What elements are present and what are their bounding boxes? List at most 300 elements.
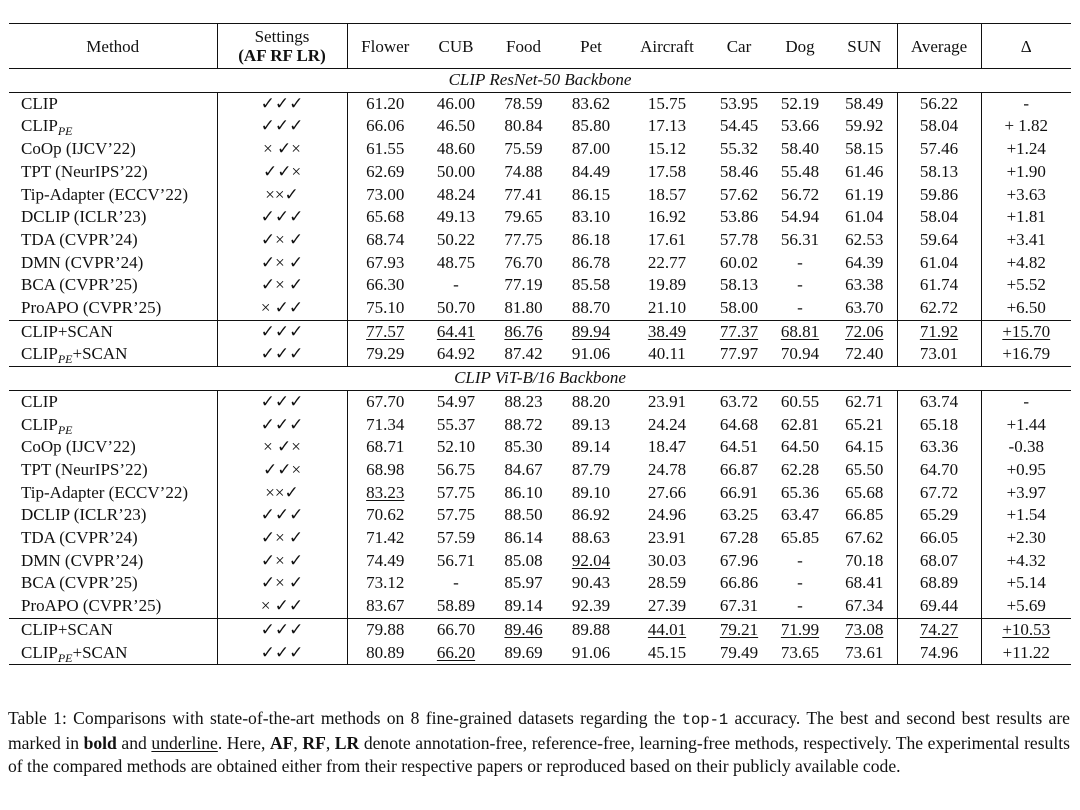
value-cell: 79.88 <box>347 618 423 641</box>
value-cell: 73.00 <box>366 184 405 204</box>
value-cell: 64.50 <box>780 437 820 457</box>
value-cell: 73.12 <box>366 573 405 593</box>
value-cell: 48.60 <box>436 139 476 159</box>
value-cell: 57.62 <box>719 184 759 204</box>
value-cell: 66.30 <box>366 275 405 295</box>
method-name: DMN (CVPR’24) <box>21 252 144 272</box>
value-cell: 86.18 <box>571 229 611 249</box>
caption-top1: top-1 <box>681 710 729 729</box>
value-cell: 85.80 <box>571 116 611 136</box>
value-cell: 58.89 <box>436 596 476 616</box>
settings-cell: × ✓✓ <box>217 297 347 320</box>
header-flower: Flower <box>361 36 410 56</box>
delta-cell: +5.52 <box>1006 275 1046 295</box>
value-cell: 55.48 <box>780 161 820 181</box>
value-cell: 63.25 <box>719 505 759 525</box>
value-cell: 83.62 <box>571 93 611 113</box>
method-cell <box>9 138 217 161</box>
value-cell: 46.50 <box>436 116 476 136</box>
value-cell: 77.75 <box>504 229 543 249</box>
value-cell: 77.37 <box>710 320 768 343</box>
value-cell: 92.04 <box>571 550 611 570</box>
value-cell: 52.10 <box>436 437 476 457</box>
value-cell: 56.71 <box>436 550 476 570</box>
delta-cell: +0.95 <box>1006 459 1046 479</box>
value-cell: 75.10 <box>366 298 405 318</box>
delta-cell: +1.81 <box>1006 207 1046 227</box>
value-cell: 85.58 <box>571 275 611 295</box>
method-subscript: PE <box>57 650 73 665</box>
value-cell: 89.14 <box>571 437 611 457</box>
value-cell: 91.06 <box>571 344 611 364</box>
value-cell: - <box>797 550 803 570</box>
table-row <box>9 252 1071 275</box>
header-dog: Dog <box>785 36 815 56</box>
value-cell: 89.94 <box>558 320 624 343</box>
value-cell: 61.19 <box>832 184 897 207</box>
value-cell: 83.23 <box>366 482 405 502</box>
value-cell: 53.95 <box>719 93 759 113</box>
value-cell: 15.75 <box>647 93 687 113</box>
settings-cell: ✓✓× <box>217 161 347 184</box>
settings-cell: ✓✓✓ <box>217 504 347 527</box>
table-row <box>9 138 1071 161</box>
method-cell <box>9 297 217 320</box>
value-cell: 61.04 <box>832 206 897 229</box>
value-cell: 55.37 <box>436 414 476 434</box>
average-cell: 67.72 <box>897 482 981 505</box>
value-cell: 65.36 <box>780 482 820 502</box>
method-cell <box>9 618 217 641</box>
average-cell: 56.22 <box>897 92 981 115</box>
method-name: CoOp (IJCV’22) <box>21 139 136 159</box>
value-cell: 66.70 <box>423 618 489 641</box>
table-row <box>9 550 1071 573</box>
delta-cell: +5.14 <box>1006 573 1046 593</box>
value-cell: 89.13 <box>571 414 611 434</box>
value-cell: 63.70 <box>832 297 897 320</box>
value-cell: 17.58 <box>647 161 687 181</box>
average-cell: 66.05 <box>897 527 981 550</box>
method-suffix: +SCAN <box>72 344 128 364</box>
value-cell: 67.31 <box>719 596 759 616</box>
average-cell: 62.72 <box>897 297 981 320</box>
value-cell: 58.15 <box>832 138 897 161</box>
value-cell: 22.77 <box>647 252 687 272</box>
value-cell: 76.70 <box>504 252 543 272</box>
average-cell: 68.07 <box>897 550 981 573</box>
value-cell: 86.15 <box>571 184 611 204</box>
value-cell: 57.59 <box>436 528 476 548</box>
header-settings-title: Settings <box>254 27 310 46</box>
table-row <box>9 527 1071 550</box>
value-cell: 65.68 <box>832 482 897 505</box>
value-cell: 30.03 <box>647 550 687 570</box>
value-cell: 50.00 <box>436 161 476 181</box>
value-cell: 67.28 <box>719 528 759 548</box>
header-car: Car <box>726 36 752 56</box>
value-cell: 57.75 <box>436 505 476 525</box>
delta-cell: +3.97 <box>1006 482 1046 502</box>
table-row <box>9 595 1071 618</box>
value-cell: 52.19 <box>780 93 820 113</box>
value-cell: 66.87 <box>719 459 759 479</box>
method-subscript: PE <box>57 352 73 367</box>
value-cell: 79.29 <box>366 344 405 364</box>
settings-cell: ✓✓✓ <box>217 92 347 115</box>
value-cell: 85.08 <box>504 550 543 570</box>
value-cell: 54.45 <box>719 116 759 136</box>
value-cell: 24.78 <box>647 459 687 479</box>
value-cell: 77.97 <box>719 344 759 364</box>
value-cell: 58.40 <box>780 139 820 159</box>
settings-cell: ✓✓✓ <box>217 206 347 229</box>
settings-cell: ✓× ✓ <box>217 550 347 573</box>
settings-cell: ✓✓✓ <box>217 320 347 343</box>
value-cell: 62.71 <box>832 390 897 413</box>
value-cell: 60.02 <box>719 252 759 272</box>
settings-cell: ✓× ✓ <box>217 274 347 297</box>
header-cub: CUB <box>438 36 474 56</box>
value-cell: 65.21 <box>832 414 897 437</box>
value-cell: 84.67 <box>504 459 543 479</box>
method-name: ProAPO (CVPR’25) <box>21 596 162 616</box>
value-cell: 21.10 <box>647 298 687 318</box>
method-cell <box>9 229 217 252</box>
value-cell: 68.98 <box>366 459 405 479</box>
value-cell: 64.15 <box>832 436 897 459</box>
value-cell: 38.49 <box>624 320 710 343</box>
header-settings-abbrev: (AF RF LR) <box>238 46 326 65</box>
settings-cell: ✓× ✓ <box>217 527 347 550</box>
value-cell: - <box>797 298 803 318</box>
value-cell: 65.68 <box>366 207 405 227</box>
value-cell: 77.19 <box>504 275 543 295</box>
method-cell <box>9 274 217 297</box>
method-cell <box>9 252 217 275</box>
table-row <box>9 459 1071 482</box>
value-cell: 84.49 <box>571 161 611 181</box>
average-cell: 59.86 <box>897 184 981 207</box>
value-cell: 68.41 <box>832 572 897 595</box>
value-cell: 70.94 <box>780 344 820 364</box>
value-cell: 58.00 <box>719 298 759 318</box>
value-cell: 77.41 <box>504 184 543 204</box>
value-cell: 61.46 <box>832 161 897 184</box>
value-cell: - <box>797 596 803 616</box>
header-delta: Δ <box>1020 36 1032 56</box>
table-row <box>9 297 1071 320</box>
delta-cell: +5.69 <box>1006 596 1046 616</box>
method-name: Tip-Adapter (ECCV’22) <box>21 482 188 502</box>
average-cell: 61.04 <box>897 252 981 275</box>
settings-cell: ××✓ <box>217 482 347 505</box>
value-cell: 71.99 <box>768 618 832 641</box>
value-cell: 46.00 <box>436 93 476 113</box>
method-cell <box>9 184 217 207</box>
delta-cell: +6.50 <box>1006 298 1046 318</box>
value-cell: 44.01 <box>624 618 710 641</box>
value-cell: 64.41 <box>423 320 489 343</box>
method-name: CLIP <box>21 344 58 364</box>
value-cell: 87.42 <box>504 344 543 364</box>
value-cell: 58.46 <box>719 161 759 181</box>
method-cell <box>9 482 217 505</box>
method-name: CLIP <box>21 93 58 113</box>
value-cell: 73.08 <box>832 618 897 641</box>
method-name: DCLIP (ICLR’23) <box>21 207 147 227</box>
value-cell: 67.93 <box>366 252 405 272</box>
value-cell: 63.38 <box>832 274 897 297</box>
table-row <box>9 572 1071 595</box>
method-name: DCLIP (ICLR’23) <box>21 505 147 525</box>
table-row <box>9 92 1071 115</box>
value-cell: 62.53 <box>832 229 897 252</box>
value-cell: 68.81 <box>768 320 832 343</box>
value-cell: 79.65 <box>504 207 543 227</box>
value-cell: 53.66 <box>780 116 820 136</box>
settings-cell: ✓✓✓ <box>217 343 347 366</box>
value-cell: 88.50 <box>504 505 543 525</box>
delta-cell: +15.70 <box>981 320 1071 343</box>
value-cell: 64.92 <box>436 344 476 364</box>
average-cell: 68.89 <box>897 572 981 595</box>
value-cell: 66.85 <box>832 504 897 527</box>
settings-cell: × ✓× <box>217 436 347 459</box>
header-average: Average <box>897 24 981 69</box>
value-cell: 58.49 <box>832 92 897 115</box>
value-cell: 48.75 <box>436 252 476 272</box>
value-cell: 89.88 <box>558 618 624 641</box>
value-cell: 70.62 <box>366 505 405 525</box>
value-cell: 16.92 <box>647 207 687 227</box>
table-header <box>9 24 1071 69</box>
value-cell: 87.00 <box>571 139 611 159</box>
value-cell: 70.18 <box>832 550 897 573</box>
delta-cell: - <box>1023 391 1030 411</box>
value-cell: - <box>797 252 803 272</box>
value-cell: 19.89 <box>647 275 687 295</box>
value-cell: 86.92 <box>571 505 611 525</box>
table-row <box>9 229 1071 252</box>
value-cell: 73.65 <box>768 642 832 665</box>
table-row <box>9 274 1071 297</box>
method-cell <box>9 320 217 343</box>
value-cell: 23.91 <box>647 391 687 411</box>
value-cell: 88.63 <box>571 528 611 548</box>
value-cell: 72.06 <box>832 320 897 343</box>
settings-cell: ✓× ✓ <box>217 252 347 275</box>
table-row <box>9 184 1071 207</box>
value-cell: 80.89 <box>347 642 423 665</box>
average-cell: 69.44 <box>897 595 981 618</box>
value-cell: 71.42 <box>366 528 405 548</box>
method-name: TDA (CVPR’24) <box>21 229 138 249</box>
value-cell: 53.86 <box>719 207 759 227</box>
table-row <box>9 206 1071 229</box>
value-cell: 89.14 <box>504 596 543 616</box>
value-cell: 60.55 <box>780 391 820 411</box>
table-row <box>9 115 1071 138</box>
settings-cell: ✓✓✓ <box>217 115 347 138</box>
section-header-row <box>9 69 1071 93</box>
method-cell <box>9 206 217 229</box>
average-cell: 73.01 <box>897 343 981 366</box>
value-cell: 65.50 <box>832 459 897 482</box>
value-cell: 89.10 <box>571 482 611 502</box>
caption-text-4: . Here, <box>217 732 270 753</box>
value-cell: 86.14 <box>504 528 543 548</box>
method-cell <box>9 436 217 459</box>
settings-cell: ✓✓✓ <box>217 642 347 665</box>
value-cell: 65.85 <box>780 528 820 548</box>
delta-cell: +3.63 <box>1006 184 1046 204</box>
value-cell: 50.22 <box>436 229 476 249</box>
method-name: CLIP <box>21 642 58 662</box>
method-cell <box>9 459 217 482</box>
settings-cell: ✓✓✓ <box>217 618 347 641</box>
value-cell: 45.15 <box>624 642 710 665</box>
value-cell: 88.20 <box>571 391 611 411</box>
delta-cell: -0.38 <box>1008 437 1044 457</box>
settings-cell: ✓× ✓ <box>217 572 347 595</box>
value-cell: 56.75 <box>436 459 476 479</box>
table-row <box>9 414 1071 437</box>
method-cell <box>9 642 217 665</box>
average-cell: 74.96 <box>897 642 981 665</box>
method-subscript: PE <box>57 422 73 437</box>
method-name: Tip-Adapter (ECCV’22) <box>21 184 188 204</box>
method-name: TDA (CVPR’24) <box>21 528 138 548</box>
value-cell: 67.70 <box>366 391 405 411</box>
average-cell: 64.70 <box>897 459 981 482</box>
caption-text-1: Table 1: Comparisons with state-of-the-art methods on 8 fine-grained datasets regarding the <box>8 707 682 728</box>
delta-cell: - <box>1023 93 1030 113</box>
value-cell: 48.24 <box>436 184 476 204</box>
delta-cell: +4.82 <box>1006 252 1046 272</box>
value-cell: 67.96 <box>719 550 759 570</box>
value-cell: - <box>797 275 803 295</box>
value-cell: 81.80 <box>504 298 543 318</box>
value-cell: 28.59 <box>647 573 687 593</box>
value-cell: 91.06 <box>558 642 624 665</box>
method-cell <box>9 572 217 595</box>
method-name: TPT (NeurIPS’22) <box>21 161 148 181</box>
method-name: CLIP <box>21 414 58 434</box>
caption-lr: LR <box>334 732 360 753</box>
caption-text-2: accuracy. The best and second best results are marked in <box>8 707 1070 753</box>
header-pet: Pet <box>580 36 602 56</box>
value-cell: 77.57 <box>347 320 423 343</box>
method-cell <box>9 527 217 550</box>
comparison-table <box>9 23 1071 665</box>
average-cell: 57.46 <box>897 138 981 161</box>
average-cell: 65.18 <box>897 414 981 437</box>
caption-bold-word: bold <box>83 732 117 753</box>
method-name: DMN (CVPR’24) <box>21 550 144 570</box>
value-cell: 55.32 <box>719 139 759 159</box>
header-method: Method <box>9 24 217 69</box>
table-row <box>9 618 1071 641</box>
value-cell: 24.96 <box>647 505 687 525</box>
value-cell: - <box>453 573 459 593</box>
caption-af: AF <box>269 732 294 753</box>
value-cell: 73.61 <box>832 642 897 665</box>
delta-cell: +2.30 <box>1006 528 1046 548</box>
method-cell <box>9 595 217 618</box>
value-cell: 88.72 <box>504 414 543 434</box>
average-cell: 59.64 <box>897 229 981 252</box>
method-name: ProAPO (CVPR’25) <box>21 298 162 318</box>
delta-cell: +4.32 <box>1006 550 1046 570</box>
value-cell: 86.78 <box>571 252 611 272</box>
average-cell: 58.13 <box>897 161 981 184</box>
method-subscript: PE <box>57 124 73 139</box>
value-cell: 56.72 <box>780 184 820 204</box>
value-cell: 79.49 <box>710 642 768 665</box>
table-row <box>9 390 1071 413</box>
value-cell: 63.72 <box>719 391 759 411</box>
method-name: CLIP+SCAN <box>21 321 113 341</box>
value-cell: - <box>797 573 803 593</box>
value-cell: 92.39 <box>571 596 611 616</box>
value-cell: 74.49 <box>366 550 405 570</box>
value-cell: 62.28 <box>780 459 820 479</box>
table-caption <box>8 707 1070 779</box>
average-cell: 65.29 <box>897 504 981 527</box>
method-name: BCA (CVPR’25) <box>21 573 138 593</box>
delta-cell: +11.22 <box>981 642 1071 665</box>
value-cell: 15.12 <box>647 139 687 159</box>
value-cell: 89.46 <box>489 618 558 641</box>
delta-cell: +1.44 <box>1006 414 1046 434</box>
average-cell: 58.04 <box>897 206 981 229</box>
value-cell: 64.39 <box>832 252 897 275</box>
delta-cell: +1.90 <box>1006 161 1046 181</box>
average-cell: 63.74 <box>897 390 981 413</box>
value-cell: 50.70 <box>436 298 476 318</box>
method-cell <box>9 161 217 184</box>
method-cell <box>9 414 217 437</box>
method-name: CLIP+SCAN <box>21 619 113 639</box>
caption-rf: RF <box>302 732 326 753</box>
value-cell: 66.86 <box>719 573 759 593</box>
method-cell <box>9 550 217 573</box>
caption-text-5: , <box>293 732 303 753</box>
value-cell: 66.20 <box>423 642 489 665</box>
value-cell: 49.13 <box>436 207 476 227</box>
delta-cell: + 1.82 <box>1004 116 1049 136</box>
table-row <box>9 504 1071 527</box>
value-cell: 27.39 <box>647 596 687 616</box>
settings-cell: ××✓ <box>217 184 347 207</box>
table-body <box>9 69 1071 665</box>
value-cell: 17.13 <box>647 116 687 136</box>
value-cell: 87.79 <box>571 459 611 479</box>
caption-underline-word: underline <box>151 732 218 753</box>
table-row <box>9 642 1071 665</box>
header-settings <box>217 24 347 69</box>
value-cell: 64.51 <box>719 437 759 457</box>
table-row <box>9 343 1071 366</box>
caption-text-3: and <box>116 732 152 753</box>
average-cell: 74.27 <box>897 618 981 641</box>
value-cell: 23.91 <box>647 528 687 548</box>
value-cell: 24.24 <box>647 414 687 434</box>
caption-text-7: denote annotation-free, reference-free, learning-free methods, respectively. The experimental results of the compared methods are obtained either from their respective papers or reproduced based on their publicly available code. <box>8 732 1071 777</box>
value-cell: 62.81 <box>780 414 820 434</box>
table-row <box>9 482 1071 505</box>
